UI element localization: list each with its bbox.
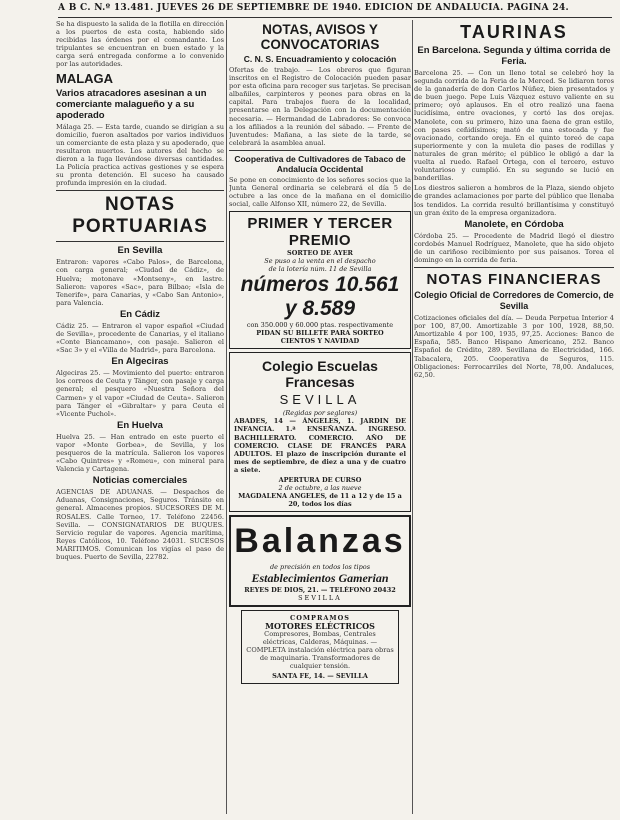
manolete-heading: Manolete, en Córdoba: [464, 218, 564, 230]
sevilla-heading: En Sevilla: [117, 245, 163, 257]
balanzas-title: Balanzas: [234, 521, 406, 560]
page-header: A B C. N.º 13.481. JUEVES 26 DE SEPTIEMBRE DE 1940. EDICION DE ANDALUCIA. PAGINA 24.: [58, 3, 612, 18]
malaga-subtitle: Varios atracadores asesinan a un comerciante malagueño y a su apoderado: [56, 87, 207, 121]
huelva-heading: En Huelva: [117, 419, 163, 431]
cns-heading: C. N. S. Encuadramiento y colocación: [243, 54, 397, 64]
notas-portuarias-heading: NOTAS PORTUARIAS: [72, 194, 208, 238]
sevilla-text: Entraron: vapores «Cabo Palos», de Barcelona, con carga general; «Ciudad de Cádiz», de Huelva; motonave «Montseny», en lastre. Salieron: vapores «Sac», para Bilbao; «Isla de Tenerife», para Canarias, y «Cabo San Antonio», para Valencia.: [56, 258, 224, 307]
lottery-pesetas: con 350.000 y 60.000 ptas. respectivamente: [246, 321, 394, 330]
colegio-text: ABADES, 14 — ÁNGELES, 1. JARDIN DE INFANCIA. 1.ª ENSEÑANZA. INGRESO. BACHILLERATO. COMERCIO. AÑO DE COMERCIO. CLASE DE FRANCÉS PARA ADULTOS. El plazo de inscripción durante el mes de septiembre, de diez a una y de cuatro a siete.: [234, 417, 406, 474]
lottery-title: PRIMER Y TERCER PREMIO: [247, 215, 393, 250]
divider: [56, 190, 224, 191]
manolete-text: Córdoba 25. — Procedente de Madrid llegó el diestro cordobés Manuel Rodríguez, Manolete, que ha sido objeto de un cariñoso recibimiento por sus paisanos. Torea el domingo en la corrida de feria.: [414, 231, 614, 264]
lottery-navidad: CIENTOS Y NAVIDAD: [280, 337, 360, 346]
lottery-pidan: PIDAN SU BILLETE PARA SORTEO: [256, 329, 384, 338]
lottery-ad: [229, 211, 411, 349]
compramos-text: Compresores, Bombas, Centrales eléctricas, Calderas, Máquinas. — COMPLETA instalación eléctrica para obras de maquinaria. Transformadores de cualquier tensión.: [246, 629, 394, 671]
balanzas-sub: de precisión en todos los tipos: [269, 562, 371, 571]
taurinas-heading: TAURINAS: [460, 22, 568, 42]
column-3: [414, 20, 614, 814]
cadiz-heading: En Cádiz: [119, 308, 161, 320]
lottery-sorteo: SORTEO DE AYER: [287, 249, 353, 258]
compramos-title: COMPRAMOS: [290, 613, 350, 622]
compramos-ad: [241, 610, 399, 684]
huelva-text: Huelva 25. — Han entrado en este puerto el vapor «Monte Gorbea», de Sevilla, y los pesqueros de la matrícula. Salieron los vapores «Cabo Quintres» y «Romeu», con mineral para Valencia y Cartagena.: [56, 432, 224, 474]
colegio-ad: [229, 352, 411, 512]
notas-financieras-heading: NOTAS FINANCIERAS: [426, 271, 602, 289]
column-divider: [226, 20, 227, 814]
colegio-curso: APERTURA DE CURSO: [278, 475, 362, 484]
cooperativa-text: Se pone en conocimiento de los señores socios que la Junta General ordinaria se celebrará el día 5 de octubre a las once de la mañana en el domicilio social, calle Alfonso XII, número 22, de Sevilla.: [229, 175, 411, 209]
cns-text: Ofertas de trabajo. — Los obreros que figuran inscritos en el Registro de Colocación pueden pasar por esta oficina para recoger sus tarjetas. Se precisan albañiles, carpinteros y peones para obras en la capital. Para trabajos fuera de la localidad, presentarse en la Delegación con la documentación necesaria. — Hermandad de Labradores: Se convoca a los afiliados a la reunión del sábado. — Frente de Juventudes: Mañana, a las siete de la tarde, se celebrará la asamblea anual.: [229, 66, 411, 147]
barcelona-heading: En Barcelona. Segunda y última corrida de Feria.: [417, 45, 611, 67]
colegio-city: SEVILLA: [279, 392, 361, 408]
intro-text: Se ha dispuesto la salida de la flotilla en dirección a los puertos de esta costa, habiendo sido recibidas las órdenes por el comandante. Los tripulantes se encuentran en buen estado y la carga será entregada conforme a lo convenido por las autoridades.: [56, 20, 224, 69]
divider: [414, 267, 614, 268]
lottery-vendido: Se puso a la venta en el despacho: [264, 257, 376, 266]
lottery-numbers: números 10.561 y 8.589: [240, 273, 400, 321]
balanzas-ad: [229, 515, 411, 607]
colegio-direccion: MAGDALENA ANGELES, de 11 a 12 y de 15 a 20, todos los días: [238, 491, 402, 508]
column-divider: [412, 20, 413, 814]
colegio-sub: (Regidas por seglares): [282, 409, 358, 418]
colegio-corredores-text: Cotizaciones oficiales del día. — Deuda Perpetua Interior 4 por 100, 87,00. Amortizable 3 por 100, 1928, 88,50. Amortizable 4 por 100, 1935, 97,25. Acciones: Banco de España, 585. Banco Hispano Americano, 252. Banco Español de Crédito, 289. Sevillana de Electricidad, 166. Tabacalera, 205. Cooperativa de Seguros, 115. Obligaciones: Ferrocarriles del Norte, 78,00. Andaluces, 62,50.: [414, 314, 614, 379]
lottery-despacho: de la lotería núm. 11 de Sevilla: [268, 265, 372, 274]
compramos-address: SANTA FE, 14. — SEVILLA: [272, 672, 368, 681]
cooperativa-heading: Cooperativa de Cultivadores de Tabaco de Andalucía Occidental: [234, 153, 406, 174]
divider: [229, 150, 411, 151]
balanzas-city: SEVILLA: [298, 593, 342, 602]
malaga-heading: MALAGA: [56, 70, 114, 86]
malaga-text: Málaga 25. — Esta tarde, cuando se dirigían a su domicilio, fueron asaltados por varios individuos un comerciante de esta plaza y su apoderado, que resultaron muertos. Los autores del hecho se dieron a la fuga llevándose diversas cantidades. La Policía practica activas gestiones y se espera su pronta detención. El suceso ha causado profunda impresión en la ciudad.: [56, 122, 224, 188]
barcelona-text-2: Los diestros salieron a hombros de la Plaza, siendo objeto de grandes aclamaciones por parte del público que llenaba los tendidos. La corrida resultó brillantísima y constituyó un gran éxito de la empresa organizadora.: [414, 184, 614, 217]
balanzas-address: REYES DE DIOS, 21. — TELÉFONO 20432: [244, 585, 396, 594]
balanzas-establecimientos: Establecimientos Gamerian: [251, 570, 389, 585]
colegio-corredores-heading: Colegio Oficial de Corredores de Comercio, de Sevilla: [414, 290, 614, 312]
algeciras-text: Algeciras 25. — Movimiento del puerto: entraron los correos de Ceuta y Tánger, con pasaje y carga general; el pesquero «Nuestra Señora del Carmen» y el vapor «Ciudad de Ceuta». Salieron para Tánger el «Gibraltar» y para Ceuta el «Vicente Puchol».: [56, 369, 224, 418]
column-1: [56, 20, 224, 814]
compramos-sub: MOTORES ELÉCTRICOS: [265, 620, 375, 631]
algeciras-heading: En Algeciras: [111, 356, 169, 368]
cadiz-text: Cádiz 25. — Entraron el vapor español «Ciudad de Sevilla», procedente de Canarias, y el italiano «Conte Biancamano», con pasaje. Salieron el «Sac 3» y el «Villa de Madrid», para Barcelona.: [56, 321, 224, 355]
colegio-title: Colegio Escuelas Francesas: [262, 358, 378, 391]
notas-avisos-heading: NOTAS, AVISOS Y CONVOCATORIAS: [260, 22, 380, 52]
divider: [56, 241, 224, 242]
barcelona-text: Barcelona 25. — Con un lleno total se celebró hoy la segunda corrida de la Feria de la Merced. Se lidiaron toros de la ganadería de don Carlos Núñez, bien presentados y de buen juego. Pepe Luis Vázquez estuvo valiente en su primero; oyó aplausos. En el otro realizó una faena lucidísima, entre ovaciones, y cortó las dos orejas. Manolete, con su primero, hizo una faena de gran estilo, con pases ceñidísimos; mató de una estocada y fue ovacionado, cortando oreja. En el quinto toreó de capa superiormente y con la muleta dio pases de rodillas y naturales de gran mérito; el público le obligó a dar la vuelta al ruedo. Rafael Ortega, con el tercero, estuvo voluntarioso y cumplió. En su segundo se lució en banderillas.: [414, 69, 614, 183]
colegio-fecha: 2 de octubre, a las nueve: [278, 483, 362, 492]
column-2: [229, 20, 411, 814]
noticias-comerciales-heading: Noticias comerciales: [92, 475, 188, 487]
noticias-text: AGENCIAS DE ADUANAS. — Despachos de Aduanas, Consignaciones, Seguros. Tránsito en general. Almacenes propios. SUCESORES DE M. ROSALES. Calle Torneo, 17. Teléfono 22456. Sevilla. — CONSIGNATARIOS DE BUQUES. Servicio regular de vapores. Agencia marítima, Reyes Católicos, 10. Teléfono 24031. SUCESOS MARITIMOS. Comunican los vigías el paso de buques. Puerto de Sevilla, 22782.: [56, 488, 224, 562]
